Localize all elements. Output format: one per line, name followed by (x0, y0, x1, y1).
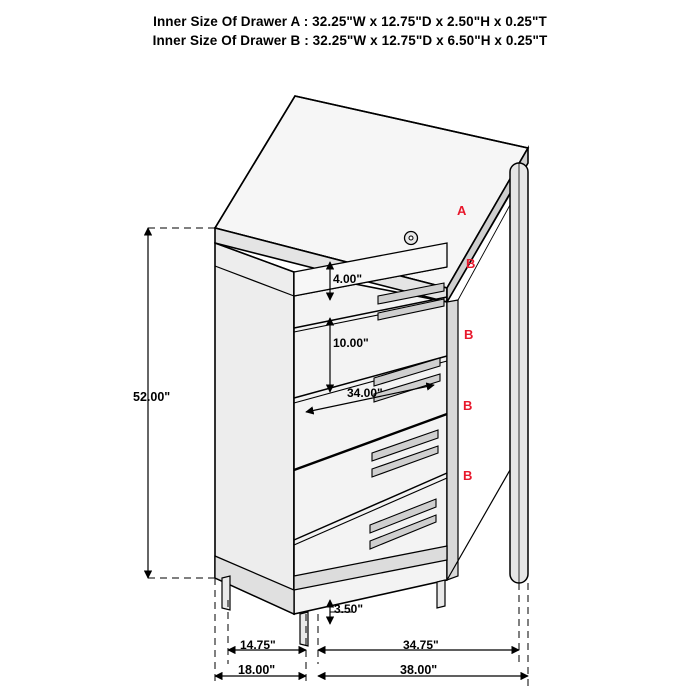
drawer-label-b-1: B (466, 256, 476, 271)
drawer-label-a: A (457, 203, 467, 218)
dim-width-total: 38.00" (400, 663, 438, 677)
dim-depth-total: 18.00" (238, 663, 276, 677)
dim-height-total: 52.00" (133, 390, 171, 404)
dim-depth-side: 14.75" (240, 638, 276, 652)
drawer-b-note: Inner Size Of Drawer B : 32.25"W x 12.75"D x 6.50"H x 0.25"T (152, 33, 548, 48)
dim-leg-height: 3.50" (334, 602, 364, 616)
drawer-label-b-3: B (463, 398, 473, 413)
dim-width-front: 34.75" (403, 638, 439, 652)
dim-drawer-a-height: 4.00" (333, 272, 363, 286)
dim-drawer-b-height: 10.00" (333, 336, 369, 350)
cabinet-body (215, 96, 528, 646)
drawer-label-b-4: B (463, 468, 473, 483)
dim-drawer-width: 34.00" (347, 386, 383, 400)
drawer-a-note: Inner Size Of Drawer A : 32.25"W x 12.75"D x 2.50"H x 0.25"T (153, 14, 547, 29)
drawer-label-b-2: B (464, 327, 474, 342)
